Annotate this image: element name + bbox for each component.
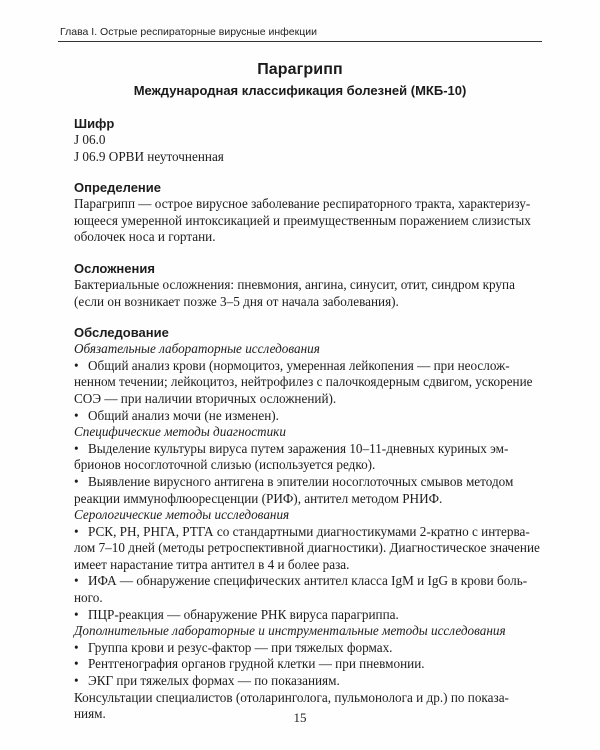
page-subtitle: Международная классификация болезней (МКБ-10) bbox=[133, 83, 467, 98]
bullet: • bbox=[74, 573, 79, 589]
bullet: • bbox=[74, 357, 79, 373]
cbc-continuation: СОЭ — при наличии вторичных осложнений). bbox=[74, 390, 337, 406]
cbc-text: Общий анализ крови (нормоцитоз, умеренная лейкопения — при неослож- bbox=[88, 357, 510, 373]
code-heading: Шифр bbox=[74, 116, 115, 131]
culture-text: Выделение культуры вируса путем заражения 10–11-дневных куриных эм- bbox=[88, 440, 509, 456]
bullet: • bbox=[74, 523, 79, 539]
list-item bbox=[74, 656, 534, 673]
rsk-text: РСК, РН, РНГА, РТГА со стандартными диагностикумами 2-кратно с интерва- bbox=[88, 523, 530, 539]
list-item bbox=[74, 640, 534, 657]
specific-methods-label: Специфические методы диагностики bbox=[74, 424, 286, 440]
article-body bbox=[74, 115, 540, 723]
list-item bbox=[74, 408, 534, 425]
header-rule bbox=[58, 41, 542, 42]
complications-line: (если он возникает позже 3–5 дня от начала заболевания). bbox=[74, 293, 399, 309]
bullet: • bbox=[74, 606, 79, 622]
rsk-continuation: имеет нарастание титра антител в 4 и более раза. bbox=[74, 556, 350, 572]
definition-heading: Определение bbox=[74, 180, 162, 196]
additional-methods-label: Дополнительные лабораторные и инструментальные методы исследования bbox=[74, 623, 506, 639]
definition-line: оболочек носа и гортани. bbox=[74, 229, 216, 245]
additional-item-text: ЭКГ при тяжелых формах — по показаниям. bbox=[88, 673, 340, 689]
additional-item-text: Рентгенография органов грудной клетки — при пневмонии. bbox=[88, 656, 425, 672]
serology-label: Серологические методы исследования bbox=[74, 507, 290, 523]
list-item bbox=[74, 358, 534, 375]
definition-line: Парагрипп — острое вирусное заболевание респираторного тракта, характеризу- bbox=[74, 196, 531, 212]
mandatory-tests-label: Обязательные лабораторные исследования bbox=[74, 341, 320, 357]
list-item bbox=[74, 607, 534, 624]
ifa-text: ИФА — обнаружение специфических антител класса IgM и IgG в крови боль- bbox=[88, 573, 528, 589]
bullet: • bbox=[74, 407, 79, 423]
bullet: • bbox=[74, 639, 79, 655]
examination-heading: Обследование bbox=[74, 325, 169, 341]
bullet: • bbox=[74, 673, 79, 689]
complications-line: Бактериальные осложнения: пневмония, ангина, синусит, отит, синдром крупа bbox=[74, 276, 515, 292]
list-item bbox=[74, 474, 534, 491]
complications-heading: Осложнения bbox=[74, 260, 155, 276]
list-item bbox=[74, 573, 534, 590]
bullet: • bbox=[74, 440, 79, 456]
page-number: 15 bbox=[293, 710, 307, 725]
page-title: Парагрипп bbox=[257, 61, 343, 78]
additional-item-text: Группа крови и резус-фактор — при тяжелых формах. bbox=[88, 639, 393, 655]
cbc-continuation: ненном течении; лейкоцитоз, нейтрофилез с палочкоядерным сдвигом, ускорение bbox=[74, 374, 533, 390]
pcr-text: ПЦР-реакция — обнаружение РНК вируса парагриппа. bbox=[88, 606, 399, 622]
list-item bbox=[74, 441, 534, 458]
urine-text: Общий анализ мочи (не изменен). bbox=[88, 407, 279, 423]
list-item bbox=[74, 673, 534, 690]
code-line: J 06.0 bbox=[74, 132, 106, 147]
definition-line: ющееся умеренной интоксикацией и преимущественным поражением слизистых bbox=[74, 212, 531, 228]
antigen-text: Выявление вирусного антигена в эпителии носоглоточных смывов методом bbox=[88, 473, 514, 489]
bullet: • bbox=[74, 656, 79, 672]
list-item bbox=[74, 524, 534, 541]
running-head: Глава I. Острые респираторные вирусные инфекции bbox=[60, 26, 317, 38]
code-line: J 06.9 ОРВИ неуточненная bbox=[74, 148, 224, 164]
culture-continuation: брионов носоглоточной слизью (используется редко). bbox=[74, 457, 376, 473]
ifa-continuation: ного. bbox=[74, 590, 103, 606]
consultations-line: Консультации специалистов (отоларинголога, пульмонолога и др.) по показа- bbox=[74, 689, 509, 705]
consultations-line: ниям. bbox=[74, 706, 106, 722]
title-block bbox=[0, 60, 600, 100]
antigen-continuation: реакции иммунофлюоресценции (РИФ), антител методом РНИФ. bbox=[74, 490, 443, 506]
rsk-continuation: лом 7–10 дней (методы ретроспективной диагностики). Диагностическое значение bbox=[74, 540, 540, 556]
bullet: • bbox=[74, 473, 79, 489]
